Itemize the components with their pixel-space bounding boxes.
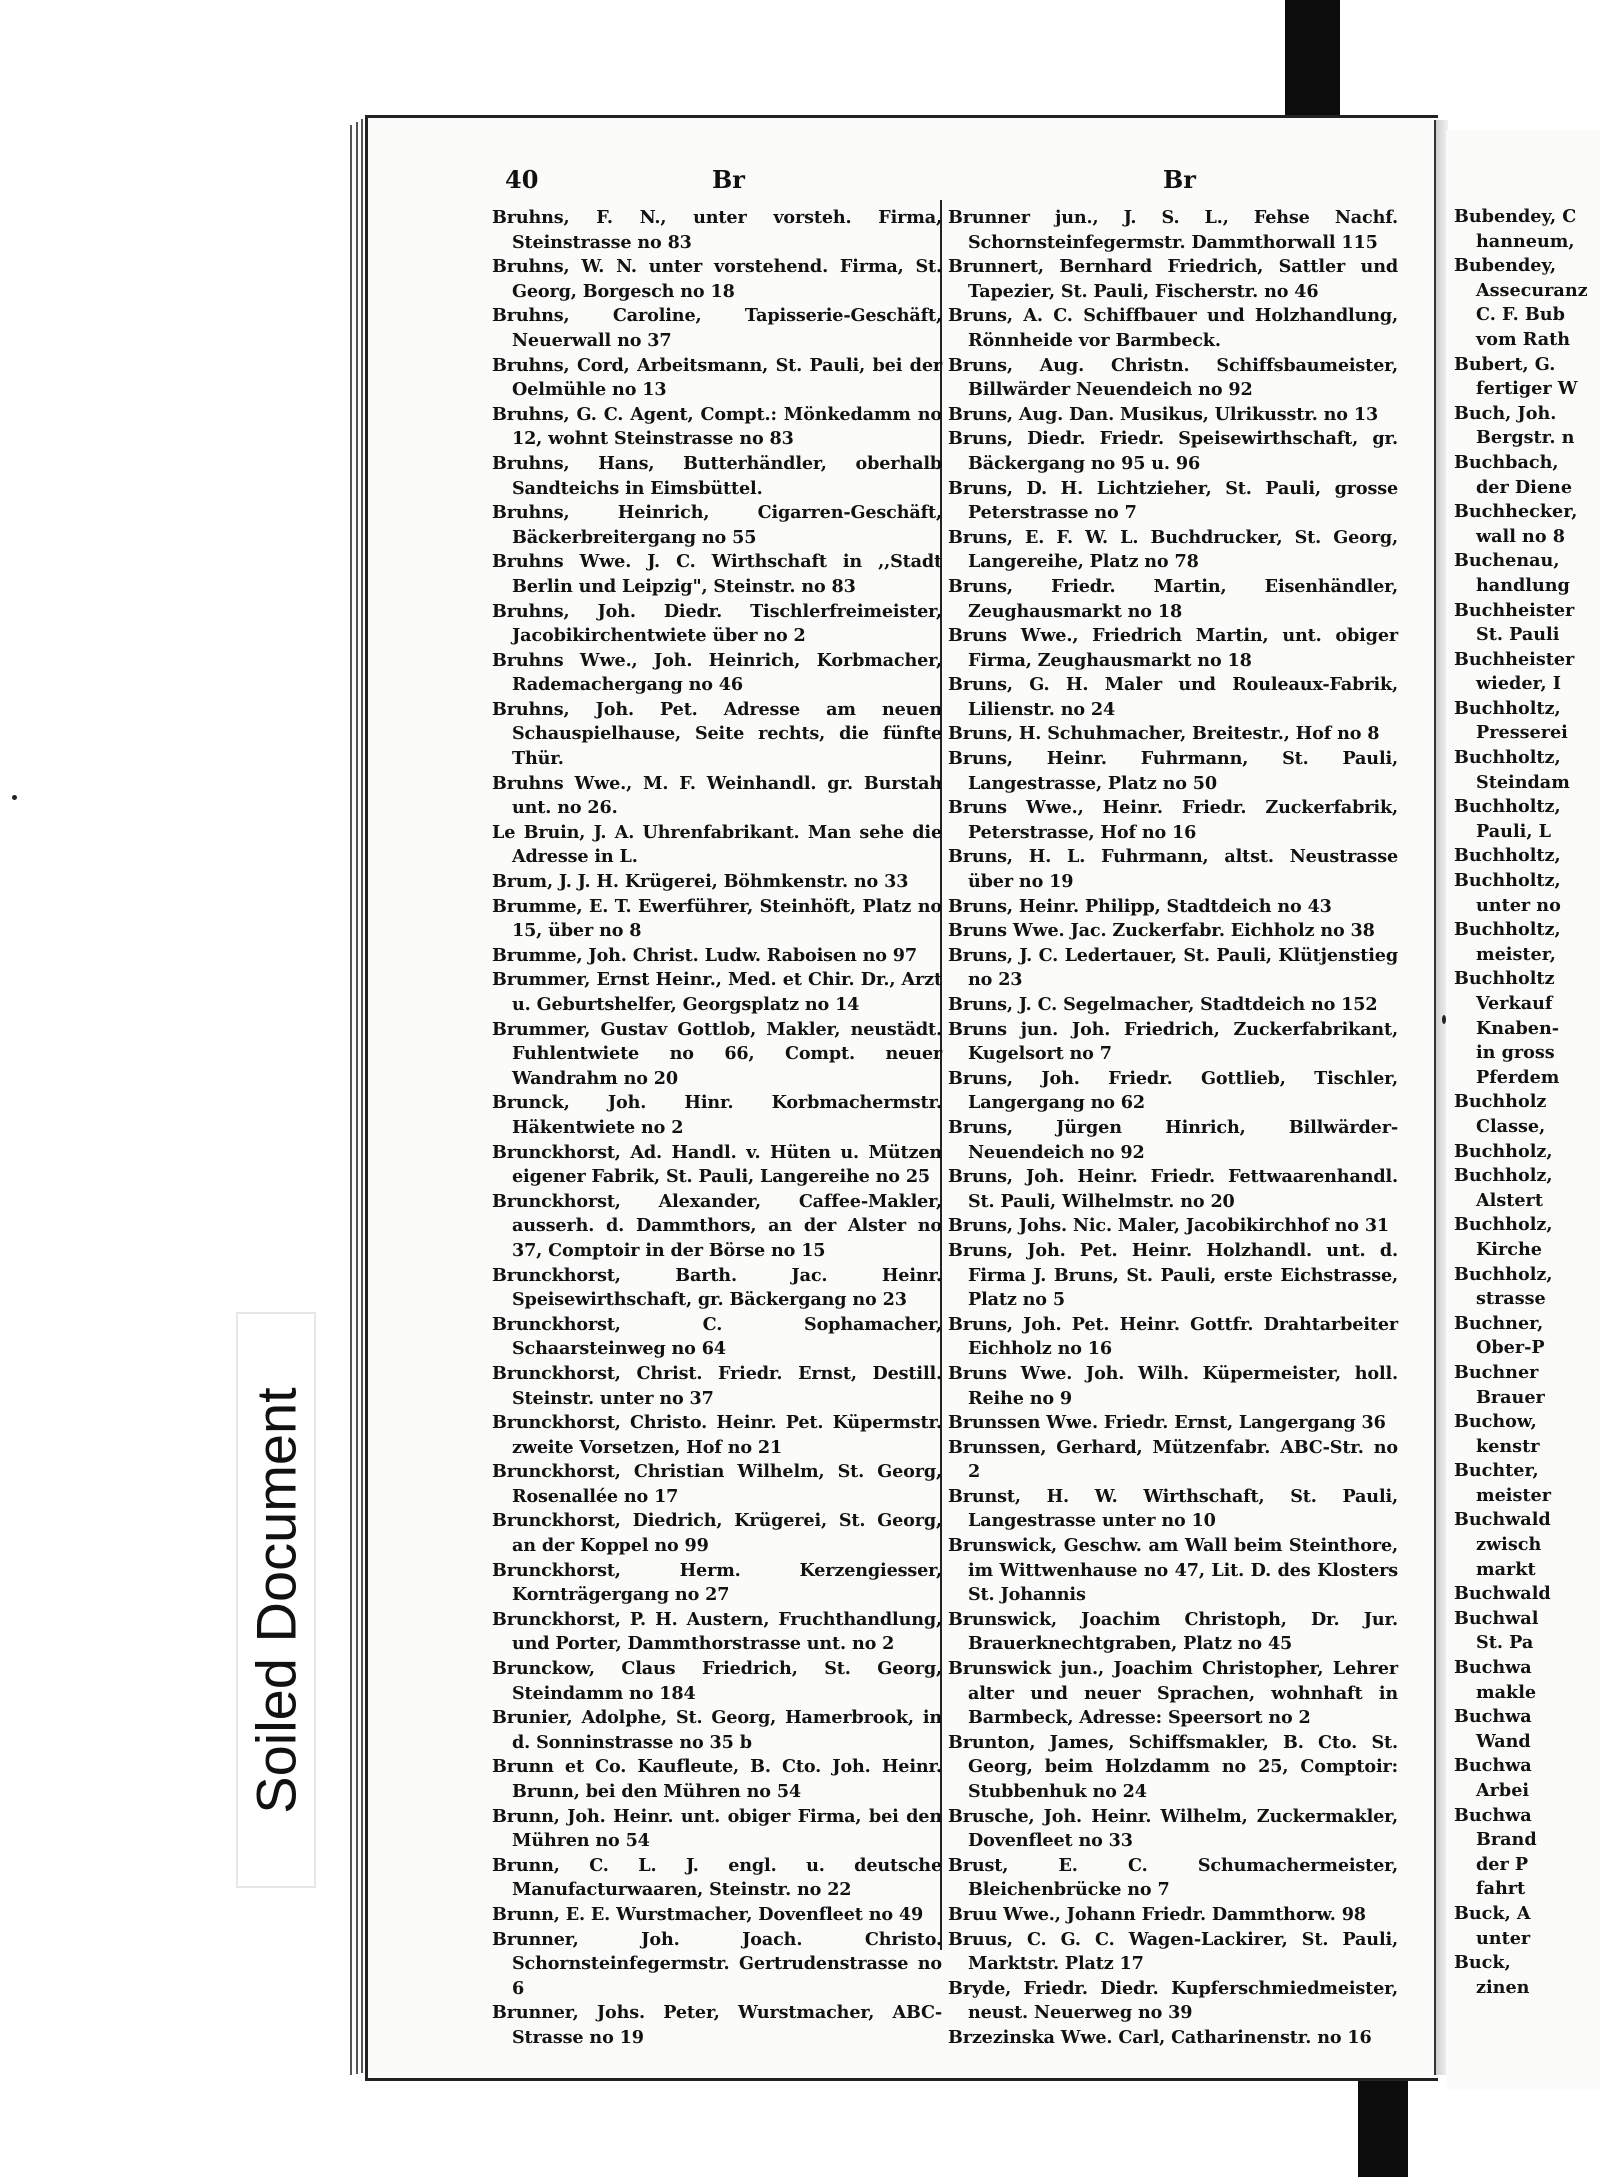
directory-entry: Brunckhorst, Christ. Friedr. Ernst, Destill. Steinstr. unter no 37 <box>492 1362 942 1409</box>
next-page-line: Buchwa <box>1454 1755 1532 1777</box>
directory-entry: Brunner, Johs. Peter, Wurstmacher, ABC-Strasse no 19 <box>492 2002 942 2048</box>
directory-entry: Brunck, Joh. Hinr. Korbmachermstr. Häkentwiete no 2 <box>492 1092 942 1138</box>
directory-entry: Bruns, J. C. Ledertauer, St. Pauli, Klütjenstieg no 23 <box>948 944 1398 991</box>
directory-entry: Bruns, Joh. Pet. Heinr. Holzhandl. unt. d. Firma J. Bruns, St. Pauli, erste Eichstrasse, Platz no 5 <box>948 1239 1398 1311</box>
next-page-line: Buchheister <box>1454 648 1575 670</box>
directory-entry: Bruhns, Hans, Butterhändler, oberhalb Sandteichs in Eimsbüttel. <box>492 452 942 499</box>
directory-entry: Bruns jun. Joh. Friedrich, Zuckerfabrikant, Kugelsort no 7 <box>948 1018 1398 1065</box>
next-page-line: Alstert <box>1476 1189 1543 1211</box>
directory-entry: Brust, E. C. Schumachermeister, Bleichenbrücke no 7 <box>948 1854 1398 1901</box>
directory-entry: Brunssen Wwe. Friedr. Ernst, Langergang 36 <box>948 1412 1386 1434</box>
directory-entry: Bruns, Jürgen Hinrich, Billwärder-Neuendeich no 92 <box>948 1116 1398 1163</box>
next-page-line: Buchwa <box>1454 1804 1532 1826</box>
next-page-line: Buchholz, <box>1454 1214 1553 1236</box>
directory-entry: Bruns, Aug. Dan. Musikus, Ulrikusstr. no 13 <box>948 403 1379 425</box>
directory-entry: Brunn, E. E. Wurstmacher, Dovenfleet no 49 <box>492 1903 924 1925</box>
next-page-line: Buchholtz, <box>1454 870 1561 892</box>
directory-entry: Bruhns, W. N. unter vorstehend. Firma, St. Georg, Borgesch no 18 <box>492 256 942 302</box>
next-page-line: vom Rath <box>1476 328 1571 350</box>
directory-entry: Brunckhorst, Barth. Jac. Heinr. Speisewirthschaft, gr. Bäckergang no 23 <box>492 1264 942 1311</box>
next-page-line: St. Pa <box>1476 1632 1534 1654</box>
next-page-line: unter <box>1476 1927 1531 1949</box>
next-page-line: Buchner <box>1454 1361 1539 1383</box>
directory-entry: Brunckhorst, Herm. Kerzengiesser, Kornträgergang no 27 <box>492 1559 942 1606</box>
directory-entry: Brunckhorst, Christian Wilhelm, St. Georg, Rosenallée no 17 <box>492 1461 942 1507</box>
directory-entry: Bruns Wwe. Joh. Wilh. Küpermeister, holl. Reihe no 9 <box>948 1362 1398 1409</box>
directory-entry: Bruns, Heinr. Philipp, Stadtdeich no 43 <box>948 895 1332 917</box>
next-page-line: zinen <box>1476 1976 1530 1998</box>
directory-entry: Brunier, Adolphe, St. Georg, Hamerbrook, in d. Sonninstrasse no 35 b <box>492 1707 942 1753</box>
directory-entry: Brunswick, Joachim Christoph, Dr. Jur. Brauerknechtgraben, Platz no 45 <box>948 1608 1398 1655</box>
directory-entry: Bruns, D. H. Lichtzieher, St. Pauli, grosse Peterstrasse no 7 <box>948 477 1398 524</box>
next-page-line: Buchenau, <box>1454 550 1560 572</box>
directory-entry: Bruhns, G. C. Agent, Compt.: Mönkedamm no 12, wohnt Steinstrasse no 83 <box>492 403 942 450</box>
directory-entry: Brunckow, Claus Friedrich, St. Georg, Steindamm no 184 <box>492 1658 942 1704</box>
next-page-line: Buchner, <box>1454 1312 1544 1334</box>
directory-entry: Brunckhorst, Alexander, Caffee-Makler, ausserh. d. Dammthors, an der Alster no 37, Comptoir in der Börse no 15 <box>492 1190 942 1261</box>
directory-entry: Brunton, James, Schiffsmakler, B. Cto. St. Georg, beim Holzdamm no 25, Comptoir: Stubbenhuk no 24 <box>948 1731 1398 1802</box>
next-page-line: Brauer <box>1476 1386 1545 1408</box>
directory-entry: Bruhns Wwe. J. C. Wirthschaft in ,,Stadt Berlin und Leipzig", Steinstr. no 83 <box>492 551 942 597</box>
directory-entry: Bruns, H. Schuhmacher, Breitestr., Hof no 8 <box>948 723 1380 745</box>
next-page-line: Buchholtz <box>1454 968 1555 990</box>
next-page-fragment <box>1446 130 1600 2090</box>
next-page-line: strasse <box>1476 1288 1546 1310</box>
page-edge-3 <box>361 119 363 2073</box>
next-page-line: Classe, <box>1476 1115 1546 1137</box>
directory-entry: Bruns, A. C. Schiffbauer und Holzhandlung, Rönnheide vor Barmbeck. <box>948 305 1398 351</box>
directory-entry: Bruns, E. F. W. L. Buchdrucker, St. Georg, Langereihe, Platz no 78 <box>948 526 1398 573</box>
directory-entry: Bruns Wwe., Heinr. Friedr. Zuckerfabrik, Peterstrasse, Hof no 16 <box>948 797 1398 843</box>
next-page-line: hanneum, <box>1476 230 1575 252</box>
directory-entry: Brusche, Joh. Heinr. Wilhelm, Zuckermakler, Dovenfleet no 33 <box>948 1805 1398 1852</box>
directory-entry: Bruns, Friedr. Martin, Eisenhändler, Zeughausmarkt no 18 <box>948 575 1398 622</box>
next-page-line: meister, <box>1476 943 1556 965</box>
directory-entry: Brunswick, Geschw. am Wall beim Steinthore, im Wittwenhause no 47, Lit. D. des Klosters St. Johannis <box>948 1535 1398 1606</box>
next-page-line: unter no <box>1476 894 1561 916</box>
directory-entry: Brunckhorst, Diedrich, Krügerei, St. Georg, an der Koppel no 99 <box>492 1510 942 1557</box>
directory-entry: Brunn et Co. Kaufleute, B. Cto. Joh. Heinr. Brunn, bei den Mühren no 54 <box>492 1756 942 1802</box>
directory-entry: Bruns, Aug. Christn. Schiffsbaumeister, Billwärder Neuendeich no 92 <box>948 354 1398 401</box>
next-page-line: Buchbach, <box>1454 451 1559 473</box>
directory-entry: Bruns, J. C. Segelmacher, Stadtdeich no 152 <box>948 994 1378 1015</box>
directory-entry: Bruns, Diedr. Friedr. Speisewirthschaft, gr. Bäckergang no 95 u. 96 <box>948 428 1398 474</box>
next-page-line: meister <box>1476 1484 1551 1506</box>
directory-entry: Brunckhorst, Ad. Handl. v. Hüten u. Mützen eigener Fabrik, St. Pauli, Langereihe no 25 <box>492 1141 942 1188</box>
directory-entry: Brunckhorst, Christo. Heinr. Pet. Küpermstr. zweite Vorsetzen, Hof no 21 <box>492 1412 942 1458</box>
next-page-line: der P <box>1476 1853 1529 1875</box>
next-page-line: Buchholtz, <box>1454 747 1561 769</box>
next-page-line: in gross <box>1476 1042 1555 1064</box>
directory-entry: Bruhns Wwe., M. F. Weinhandl. gr. Burstah unt. no 26. <box>492 772 942 819</box>
next-page-line: Buchhecker, <box>1454 501 1578 523</box>
directory-entry: Le Bruin, J. A. Uhrenfabrikant. Man sehe die Adresse in L. <box>492 821 942 868</box>
directory-entry: Brunckhorst, C. Sophamacher, Schaarsteinweg no 64 <box>492 1313 942 1360</box>
page-number: 40 <box>505 165 539 194</box>
directory-entry: Bruhns, F. N., unter vorsteh. Firma, Steinstrasse no 83 <box>492 207 942 253</box>
directory-entry: Bruns, Joh. Heinr. Friedr. Fettwaarenhandl. St. Pauli, Wilhelmstr. no 20 <box>948 1166 1398 1212</box>
next-page-line: wall no 8 <box>1476 525 1565 547</box>
directory-entry: Bruus, C. G. C. Wagen-Lackirer, St. Pauli, Marktstr. Platz 17 <box>948 1928 1398 1975</box>
next-page-line: Bubendey, C <box>1454 206 1577 227</box>
next-page-line: makle <box>1476 1681 1537 1703</box>
next-page-line: Knaben- <box>1476 1017 1560 1039</box>
soiled-document-stamp <box>236 1312 316 1888</box>
next-page-line: Buchwal <box>1454 1607 1539 1629</box>
next-page-line: zwisch <box>1476 1534 1542 1556</box>
directory-entry: Brummer, Ernst Heinr., Med. et Chir. Dr., Arzt u. Geburtshelfer, Georgsplatz no 14 <box>492 969 942 1015</box>
directory-entry: Bruns, H. L. Fuhrmann, altst. Neustrasse über no 19 <box>948 846 1398 893</box>
next-page-line: Buchholz <box>1454 1091 1547 1113</box>
next-page-line: C. F. Bub <box>1476 304 1565 326</box>
directory-entry: Bruns, Joh. Friedr. Gottlieb, Tischler, Langergang no 62 <box>948 1067 1398 1114</box>
directory-entry: Bruhns Wwe., Joh. Heinrich, Korbmacher, Rademachergang no 46 <box>492 649 942 696</box>
directory-entry: Brunner, Joh. Joach. Christo. Schornsteinfegermstr. Gertrudenstrasse no 6 <box>492 1928 942 1999</box>
directory-entry: Brumme, E. T. Ewerführer, Steinhöft, Platz no 15, über no 8 <box>492 895 942 942</box>
directory-entry: Bryde, Friedr. Diedr. Kupferschmiedmeister, neust. Neuerweg no 39 <box>948 1977 1398 2024</box>
directory-entry: Bruhns, Joh. Pet. Adresse am neuen Schauspielhause, Seite rechts, die fünfte Thür. <box>492 698 942 770</box>
next-page-line: St. Pauli <box>1476 624 1560 646</box>
next-page-line: Buchwa <box>1454 1706 1532 1728</box>
directory-entry: Brumme, Joh. Christ. Ludw. Raboisen no 97 <box>492 944 917 966</box>
next-page-line: wieder, I <box>1476 673 1561 695</box>
next-page-line: fertiger W <box>1476 378 1578 400</box>
directory-entry: Brunssen, Gerhard, Mützenfabr. ABC-Str. no 2 <box>948 1436 1398 1483</box>
next-page-line: Buch, Joh. <box>1454 402 1557 424</box>
next-page-line: Brand <box>1476 1829 1537 1851</box>
next-page-line: Buchter, <box>1454 1460 1539 1482</box>
next-page-line: Buchholz, <box>1454 1263 1553 1285</box>
directory-entry: Bruhns, Caroline, Tapisserie-Geschäft, Neuerwall no 37 <box>492 305 942 351</box>
header-right: Br <box>1163 165 1196 194</box>
next-page-line: Pferdem <box>1476 1066 1560 1088</box>
directory-entry: Brunswick jun., Joachim Christopher, Lehrer alter und neuer Sprachen, wohnhaft in Barmbeck, Adresse: Speersort no 2 <box>948 1658 1398 1729</box>
next-page-line: der Diene <box>1476 476 1573 498</box>
directory-entry: Brunnert, Bernhard Friedrich, Sattler und Tapezier, St. Pauli, Fischerstr. no 46 <box>948 256 1398 302</box>
next-page-line: Buchwa <box>1454 1657 1532 1679</box>
directory-entry: Bruu Wwe., Johann Friedr. Dammthorw. 98 <box>948 1903 1366 1925</box>
directory-entry: Bruhns, Joh. Diedr. Tischlerfreimeister, Jacobikirchentwiete über no 2 <box>492 600 942 647</box>
directory-entry: Bruns, G. H. Maler und Rouleaux-Fabrik, Lilienstr. no 24 <box>948 674 1398 720</box>
next-page-line: Buchheister <box>1454 599 1575 621</box>
next-page-line: Kirche <box>1476 1238 1542 1260</box>
directory-entry: Brunckhorst, P. H. Austern, Fruchthandlung, und Porter, Dammthorstrasse unt. no 2 <box>492 1608 942 1655</box>
directory-entry: Brunst, H. W. Wirthschaft, St. Pauli, Langestrasse unter no 10 <box>948 1485 1398 1532</box>
next-page-line: Bergstr. n <box>1476 427 1575 449</box>
header-left: Br <box>712 165 745 194</box>
next-page-line: Bubert, G. <box>1454 353 1556 375</box>
next-page-line: Buchholz, <box>1454 1140 1553 1162</box>
directory-entry: Bruns Wwe. Jac. Zuckerfabr. Eichholz no 38 <box>948 920 1375 942</box>
directory-entry: Bruns, Johs. Nic. Maler, Jacobikirchhof no 31 <box>948 1215 1390 1237</box>
next-page-line: Wand <box>1476 1730 1531 1752</box>
directory-entry: Brummer, Gustav Gottlob, Makler, neustädt. Fuhlentwiete no 66, Compt. neuer Wandrahm no 20 <box>492 1018 942 1089</box>
directory-entry: Bruhns, Heinrich, Cigarren-Geschäft, Bäckerbreitergang no 55 <box>492 502 942 548</box>
next-page-line: markt <box>1476 1558 1536 1580</box>
next-page-line: kenstr <box>1476 1435 1540 1457</box>
directory-entry: Bruns Wwe., Friedrich Martin, unt. obiger Firma, Zeughausmarkt no 18 <box>948 625 1398 671</box>
next-page-line: Ober-P <box>1476 1337 1545 1359</box>
left-column <box>492 206 942 2048</box>
next-page-line: Buchholtz, <box>1454 697 1561 719</box>
next-page-line: Arbei <box>1476 1780 1530 1801</box>
next-page-column <box>1454 205 1614 2000</box>
stamp-label: Soiled Document <box>244 1386 308 1814</box>
next-page-line: Buck, <box>1454 1952 1511 1974</box>
next-page-line: Buchwald <box>1454 1583 1551 1605</box>
next-page-line: Buchow, <box>1454 1411 1537 1433</box>
next-page-line: fahrt <box>1476 1878 1526 1900</box>
directory-entry: Bruhns, Cord, Arbeitsmann, St. Pauli, bei der Oelmühle no 13 <box>492 354 942 401</box>
page-edge-1 <box>350 125 352 2075</box>
directory-entry: Bruns, Heinr. Fuhrmann, St. Pauli, Langestrasse, Platz no 50 <box>948 748 1398 794</box>
next-page-line: Pauli, L <box>1476 820 1551 842</box>
next-page-line: Presserei <box>1476 722 1568 744</box>
next-page-line: Bubendey, <box>1454 255 1557 277</box>
next-page-line: Assecuranz <box>1476 279 1588 301</box>
next-page-line: Buck, A <box>1454 1902 1531 1924</box>
next-page-line: Buchholtz, <box>1454 919 1561 941</box>
directory-entry: Brunner jun., J. S. L., Fehse Nachf. Schornsteinfegermstr. Dammthorwall 115 <box>948 207 1398 253</box>
directory-entry: Brum, J. J. H. Krügerei, Böhmkenstr. no 33 <box>492 871 909 893</box>
next-page-line: handlung <box>1476 574 1570 596</box>
next-page-line: Buchholz, <box>1454 1165 1553 1187</box>
right-column <box>948 206 1398 2048</box>
next-page-line: Buchwald <box>1454 1509 1551 1531</box>
scan-speck <box>12 795 17 800</box>
next-page-line: Steindam <box>1476 771 1570 793</box>
scan-speck <box>1442 1015 1446 1024</box>
page-edge-2 <box>356 122 358 2074</box>
next-page-line: Buchholtz, <box>1454 796 1561 818</box>
directory-entry: Brunn, Joh. Heinr. unt. obiger Firma, bei den Mühren no 54 <box>492 1805 942 1852</box>
directory-entry: Bruns, Joh. Pet. Heinr. Gottfr. Drahtarbeiter Eichholz no 16 <box>948 1313 1398 1360</box>
directory-entry: Brzezinska Wwe. Carl, Catharinenstr. no 16 <box>948 2026 1372 2048</box>
directory-entry: Brunn, C. L. J. engl. u. deutsche Manufacturwaaren, Steinstr. no 22 <box>492 1854 942 1901</box>
next-page-line: Verkauf <box>1476 993 1553 1014</box>
next-page-line: Buchholtz, <box>1454 845 1561 867</box>
